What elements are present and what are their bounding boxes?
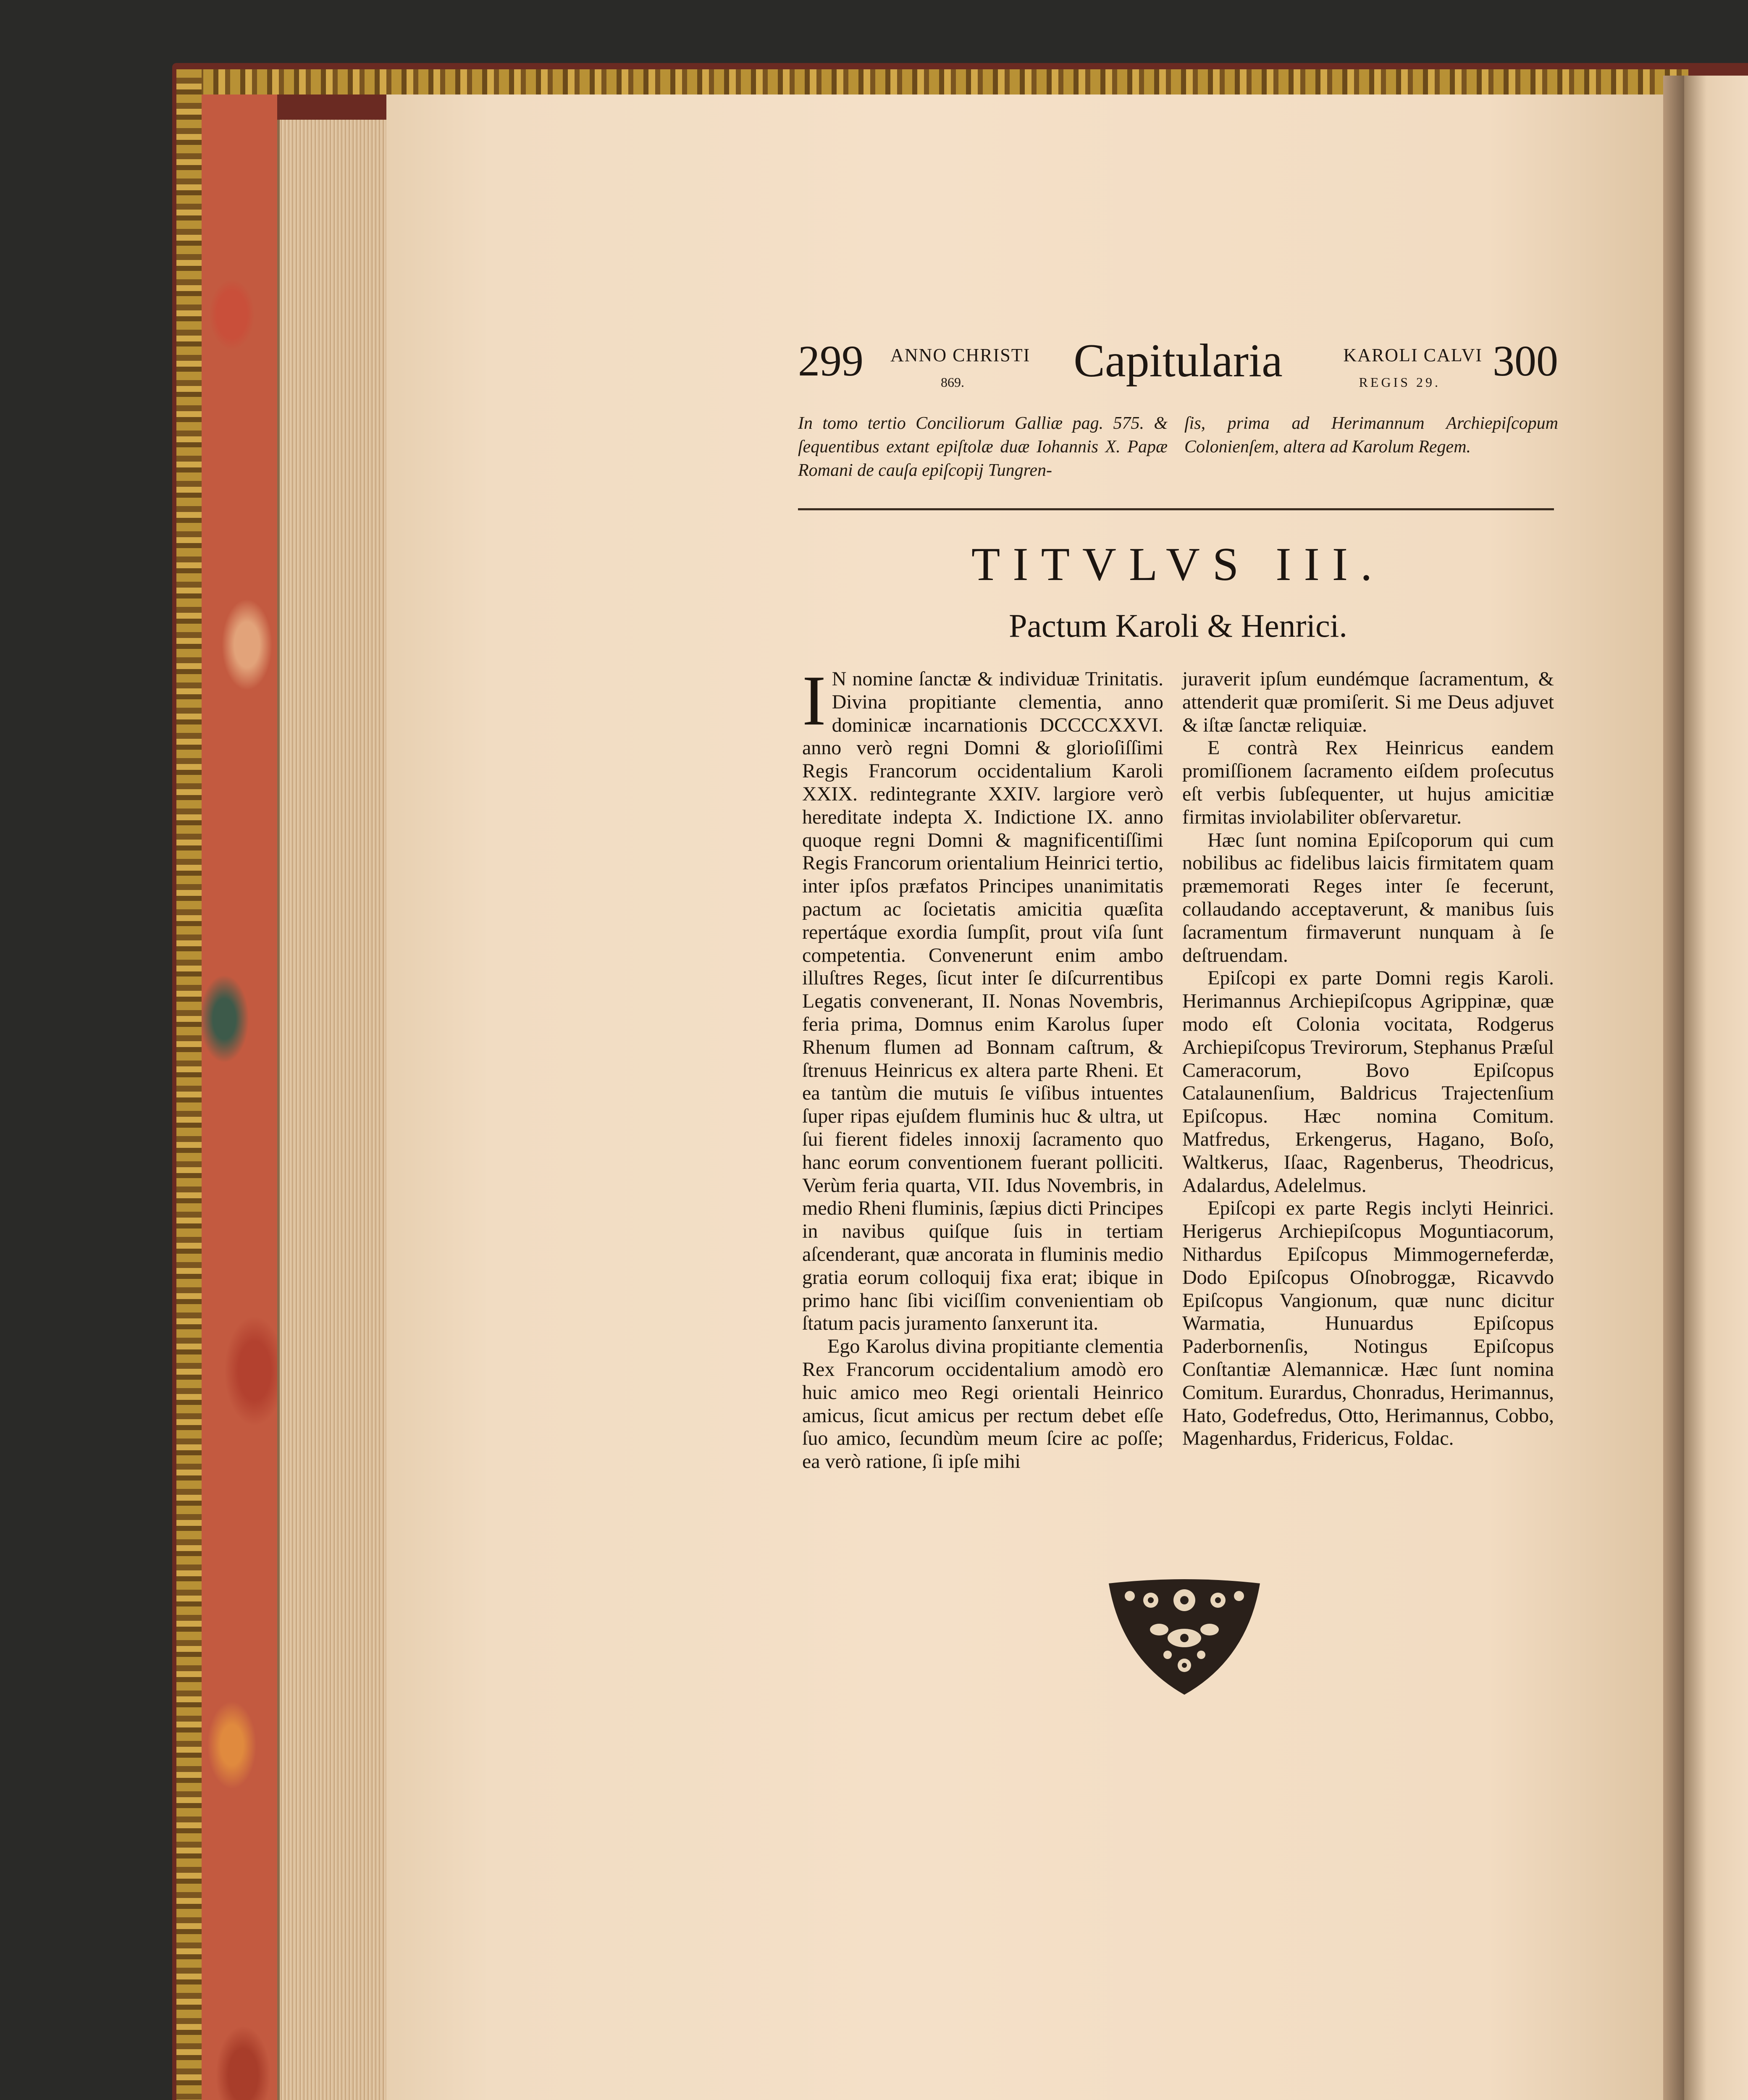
regis-year: REGIS 29.	[1359, 375, 1441, 390]
gilt-side-border	[176, 69, 202, 2100]
text-column-right	[1182, 668, 1554, 1450]
page-number-right: 300	[1493, 337, 1558, 385]
marbled-endpaper	[202, 94, 277, 2100]
section-subtitle: Pactum Karoli & Henrici.	[1009, 607, 1347, 644]
page-stack-edge	[277, 120, 389, 2100]
facing-page-edge	[1684, 76, 1748, 2100]
paragraph: Epiſcopi ex parte Regis inclyti Heinrici. Herigerus Archiepiſcopus Moguntiacorum, Nithardus Epiſcopus Mimmogerneferdæ, Dodo Epiſcopus Oſnobroggæ, Ricavvdo Epiſcopus Vangionum, quæ nunc dicitur Warmatia, Hunuardus Epiſcopus Paderbornenſis, Notingus Epiſcopus Conſtantiæ Alemannicæ. Hæc ſunt nomina Comitum. Eurardus, Chonradus, Herimannus, Hato, Godefredus, Otto, Herimannus, Cobbo, Magenhardus, Fridericus, Foldac.	[1182, 1197, 1554, 1450]
gilt-top-border	[176, 69, 1688, 94]
editorial-note-right: ſis, prima ad Herimannum Archiepiſcopum Colonienſem, altera ad Karolum Regem.	[1184, 414, 1558, 457]
section-heading: TITVLVS III.	[971, 538, 1385, 591]
page-number-left: 299	[798, 337, 864, 385]
horizontal-rule	[798, 508, 1554, 510]
anno-christi-label: ANNO CHRISTI	[890, 345, 1031, 365]
editorial-note-left: In tomo tertio Conciliorum Galliæ pag. 575. & ſequentibus extant epiſtolæ duæ Iohannis X. Papæ Romani de cauſa epiſcopij Tungren-	[798, 414, 1168, 480]
anno-year: 869.	[941, 375, 964, 390]
paragraph: Hæc ſunt nomina Epiſcoporum qui cum nobilibus ac fidelibus laicis firmitatem quam præmemorati Reges inter ſe fecerunt, collaudando acceptaverunt, & manibus ſuis ſacramentum firmaverunt nunquam à ſe deſtruendam.	[1182, 829, 1554, 966]
text-column-left	[802, 661, 1163, 1473]
running-head	[798, 328, 1558, 403]
drop-cap: I	[802, 661, 826, 740]
regis-label: KAROLI CALVI	[1343, 345, 1483, 365]
paragraph: E contrà Rex Heinricus eandem promiſſionem ſacramento eiſdem proſecutus eſt verbis ſubſequenter, ut hujus amicitiæ firmitas inviolabiliter obſervaretur.	[1182, 737, 1554, 828]
paragraph-text: N nomine ſanctæ & individuæ Trinitatis. Divina propitiante clementia, anno dominicæ incarnationis DCCCCXXVI. anno verò regni Domni & glorioſiſſimi Regis Francorum occidentalium Karoli XXIX. redintegrante XXIV. largiore verò hereditate indepta X. Indictione IX. anno quoque regni Domni & magnificentiſſimi Regis Francorum orientalium Heinrici tertio, inter ipſos præfatos Principes unanimitatis pactum ac ſocietatis amicitia quæſita repertáque exordia ſumpſit, prout viſa ſunt competentia. Convenerunt enim ambo illuſtres Reges, ſicut inter ſe diſcurrentibus Legatis convenerant, II. Nonas Novembris, feria prima, Domnus enim Karolus ſuper Rhenum flumen ad Bonnam caſtrum, & ſtrenuus Heinricus ex altera parte Rheni. Et ea tantùm die mutuis ſe viſibus intuentes ſuper ripas ejuſdem fluminis huc & ultra, ut ſui fierent fideles innoxij ſacramento quo hanc eorum conventionem fuerant polliciti. Verùm feria quarta, VII. Idus Novembris, in medio Rheni fluminis, ſæpius dicti Principes in navibus quiſque ſuis in tertiam aſcenderant, quæ ancorata in fluminis medio gratia eorum colloquij fixa erat; ibique in primo hanc ſibi viciſſim convenientiam ob ſtatum pacis juramento ſanxerunt ita.	[802, 668, 1163, 1335]
paragraph: Epiſcopi ex parte Domni regis Karoli. Herimannus Archiepiſcopus Agrippinæ, quæ modo eſt Colonia vocitata, Rodgerus Archiepiſcopus Trevirorum, Stephanus Præſul Cameracorum, Bovo Epiſcopus Catalaunenſium, Baldricus Trajectenſium Epiſcopus. Hæc nomina Comitum. Matfredus, Erkengerus, Hagano, Boſo, Waltkerus, Iſaac, Ragenberus, Theodricus, Adalardus, Adelelmus.	[1182, 967, 1554, 1197]
paragraph: juraverit ipſum eundémque ſacramentum, & attenderit quæ promiſerit. Si me Deus adjuvet & iſtæ ſanctæ reliquiæ.	[1182, 668, 1554, 736]
paragraph: Ego Karolus divina propitiante clementia Rex Francorum occidentalium amodò ero huic amico meo Regi orientali Heinrico amicus, ſicut amicus per rectum debet eſſe ſuo amico, ſecundùm meum ſcire ac poſſe; ea verò ratione, ſi ipſe mihi	[802, 1335, 1163, 1473]
running-title: Capitularia	[1073, 335, 1283, 387]
floral-tailpiece-ornament	[1105, 1575, 1264, 1697]
paragraph	[802, 661, 1163, 1335]
